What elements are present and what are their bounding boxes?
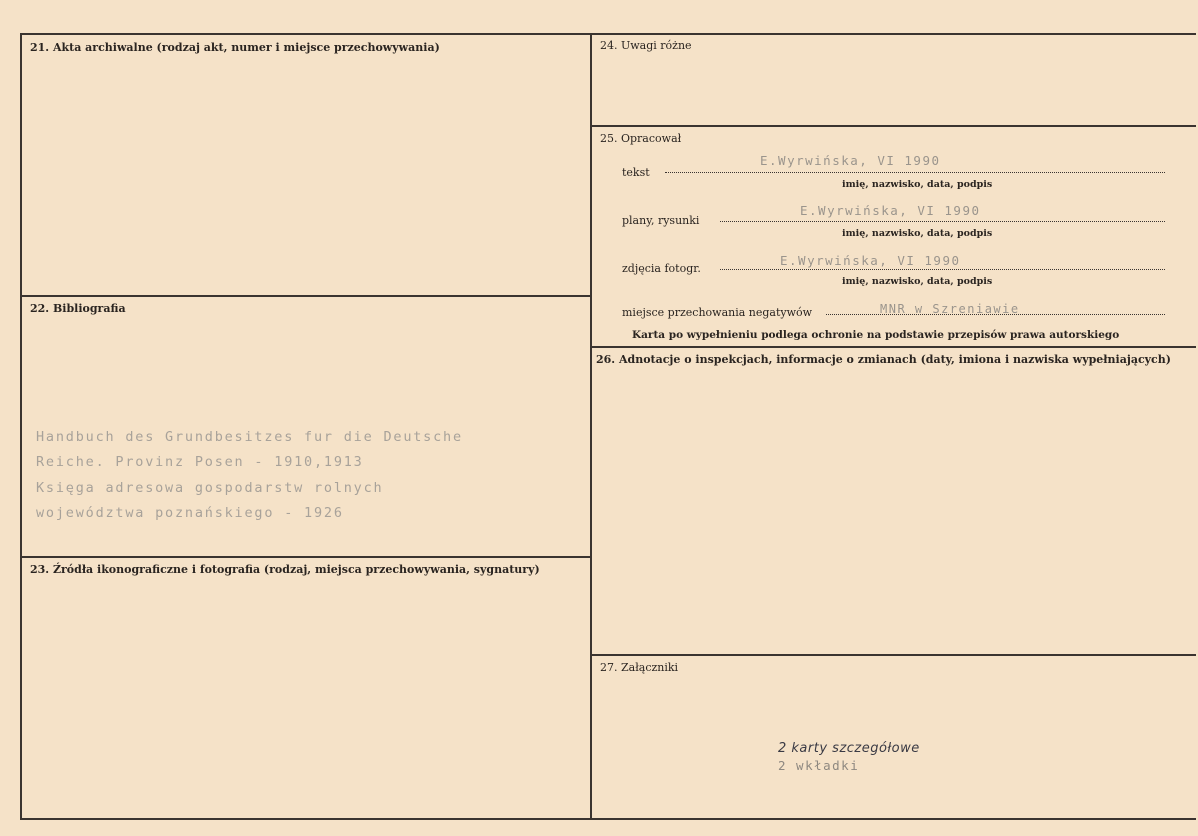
row-zdjecia-dotted-line <box>720 269 1165 270</box>
attachment-typed: 2 wkładki <box>778 758 860 773</box>
row-plany-caption: imię, nazwisko, data, podpis <box>842 228 993 239</box>
section-22-label: 22. Bibliografia <box>30 302 126 315</box>
section-23-label: 23. Źródła ikonograficzne i fotografia (rodzaj, miejsca przechowywania, sygnatury) <box>30 563 540 576</box>
rule-26-27 <box>591 654 1196 656</box>
negatives-value: MNR w Szreniawie <box>880 302 1020 316</box>
bibliography-line-4: województwa poznańskiego - 1926 <box>36 505 344 521</box>
bibliography-line-3: Księga adresowa gospodarstw rolnych <box>36 480 384 496</box>
rule-24-25 <box>591 125 1196 127</box>
row-zdjecia-value: E.Wyrwińska, VI 1990 <box>780 253 961 268</box>
center-divider <box>590 33 592 820</box>
left-border <box>20 33 22 820</box>
rule-22-23 <box>20 556 591 558</box>
section-26-label: 26. Adnotacje o inspekcjach, informacje o zmianach (daty, imiona i nazwiska wypełniających) <box>596 353 1171 366</box>
row-tekst-caption: imię, nazwisko, data, podpis <box>842 179 993 190</box>
attachment-handwritten: 2 karty szczegółowe <box>778 741 920 756</box>
row-tekst-label: tekst <box>622 166 650 179</box>
bottom-rule <box>20 818 1196 820</box>
row-tekst-value: E.Wyrwińska, VI 1990 <box>760 153 941 168</box>
row-plany-label: plany, rysunki <box>622 214 700 227</box>
section-24-label: 24. Uwagi różne <box>600 39 692 52</box>
row-plany-dotted-line <box>720 221 1165 222</box>
negatives-dotted-line <box>826 314 1165 315</box>
row-zdjecia-label: zdjęcia fotogr. <box>622 262 701 275</box>
rule-21-22 <box>20 295 591 297</box>
section-25-label: 25. Opracował <box>600 132 682 145</box>
row-zdjecia-caption: imię, nazwisko, data, podpis <box>842 276 993 287</box>
row-tekst-dotted-line <box>665 172 1165 173</box>
bibliography-line-2: Reiche. Provinz Posen - 1910,1913 <box>36 454 364 470</box>
rule-25-26 <box>591 346 1196 348</box>
row-plany-value: E.Wyrwińska, VI 1990 <box>800 203 981 218</box>
negatives-label: miejsce przechowania negatywów <box>622 306 813 319</box>
section-21-label: 21. Akta archiwalne (rodzaj akt, numer i miejsce przechowywania) <box>30 41 440 54</box>
copyright-note: Karta po wypełnieniu podlega ochronie na podstawie przepisów prawa autorskiego <box>632 329 1120 341</box>
top-rule <box>20 33 1196 35</box>
section-27-label: 27. Załączniki <box>600 661 679 674</box>
bibliography-line-1: Handbuch des Grundbesitzes fur die Deutsche <box>36 429 463 445</box>
